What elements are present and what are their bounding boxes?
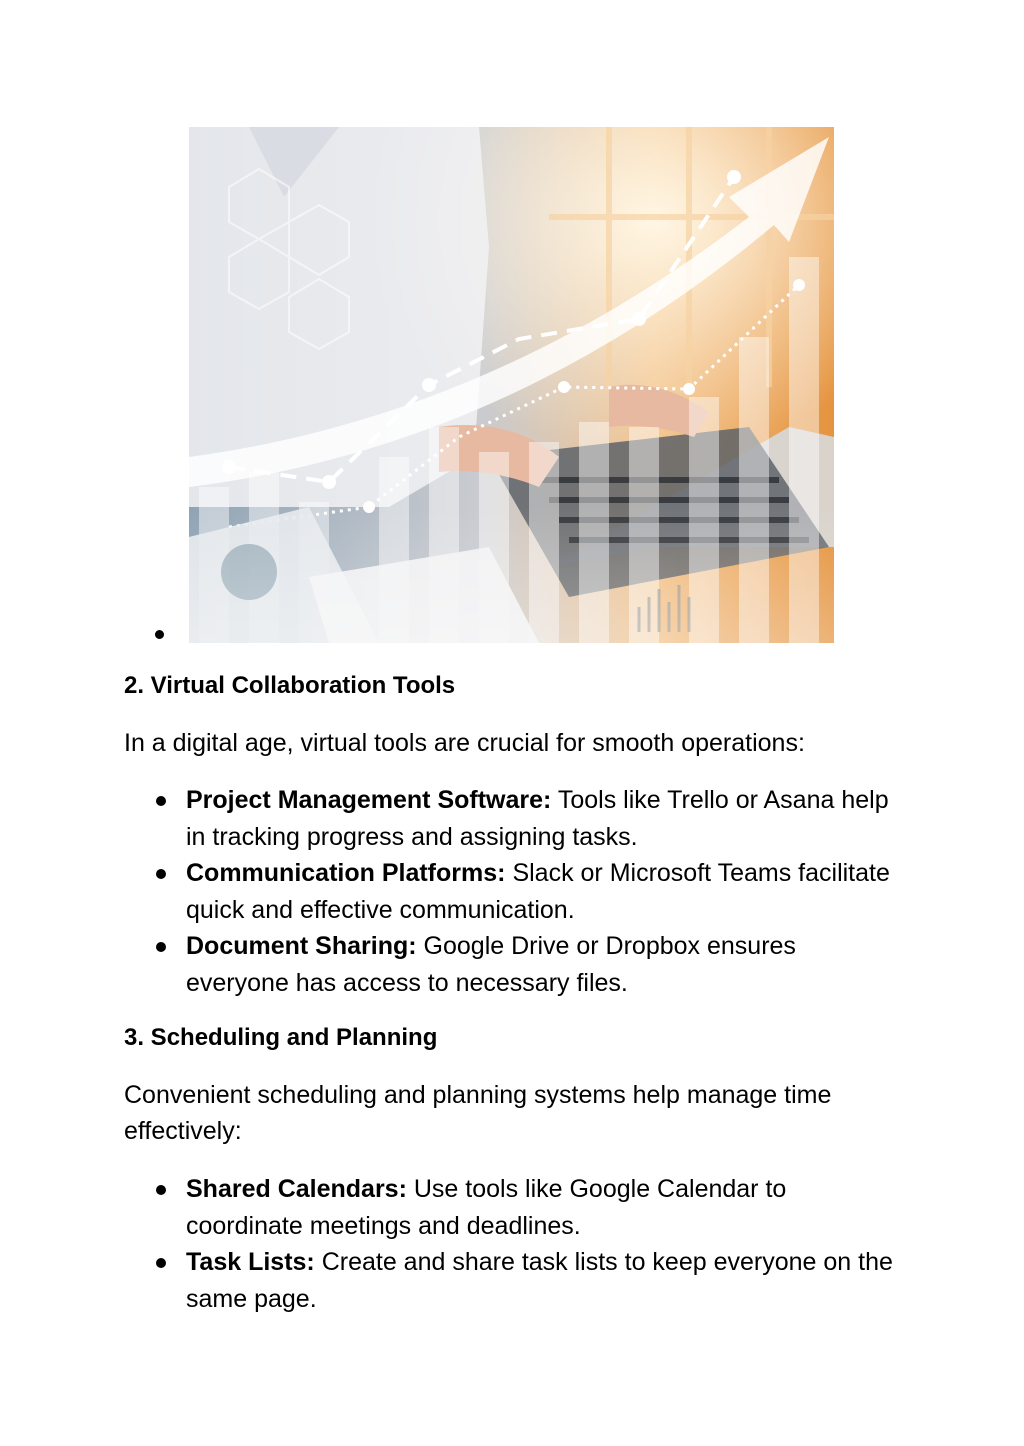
item-text: Tools like Trello or Asana help in tracking progress and assigning tasks. <box>186 786 889 851</box>
bullet-list <box>124 782 904 1001</box>
item-text: Google Drive or Dropbox ensures everyone has access to necessary files. <box>186 932 796 997</box>
list-bullet <box>155 630 164 639</box>
list-item <box>124 1171 904 1244</box>
bullet-dot <box>156 942 166 952</box>
section-heading: 2. Virtual Collaboration Tools <box>124 672 456 699</box>
list-item <box>124 782 904 855</box>
bullet-dot <box>156 1185 166 1195</box>
item-term: Communication Platforms: <box>186 859 506 887</box>
item-text: Slack or Microsoft Teams facilitate quick and effective communication. <box>186 859 890 924</box>
list-item <box>124 928 904 1001</box>
bullet-dot <box>156 796 166 806</box>
business-growth-illustration <box>189 127 834 643</box>
bullet-dot <box>156 869 166 879</box>
section-intro: In a digital age, virtual tools are crucial for smooth operations: <box>124 729 805 757</box>
section-intro: Convenient scheduling and planning systems help manage time effectively: <box>124 1081 832 1145</box>
item-text: Create and share task lists to keep everyone on the same page. <box>186 1248 893 1313</box>
list-item <box>124 855 904 928</box>
list-item <box>124 1244 904 1317</box>
item-term: Shared Calendars: <box>186 1175 407 1203</box>
bullet-list <box>124 1171 904 1317</box>
item-term: Task Lists: <box>186 1248 315 1276</box>
section-heading: 3. Scheduling and Planning <box>124 1024 438 1051</box>
bullet-dot <box>156 1258 166 1268</box>
item-text: Use tools like Google Calendar to coordinate meetings and deadlines. <box>186 1175 787 1240</box>
item-term: Project Management Software: <box>186 786 552 814</box>
item-term: Document Sharing: <box>186 932 417 960</box>
